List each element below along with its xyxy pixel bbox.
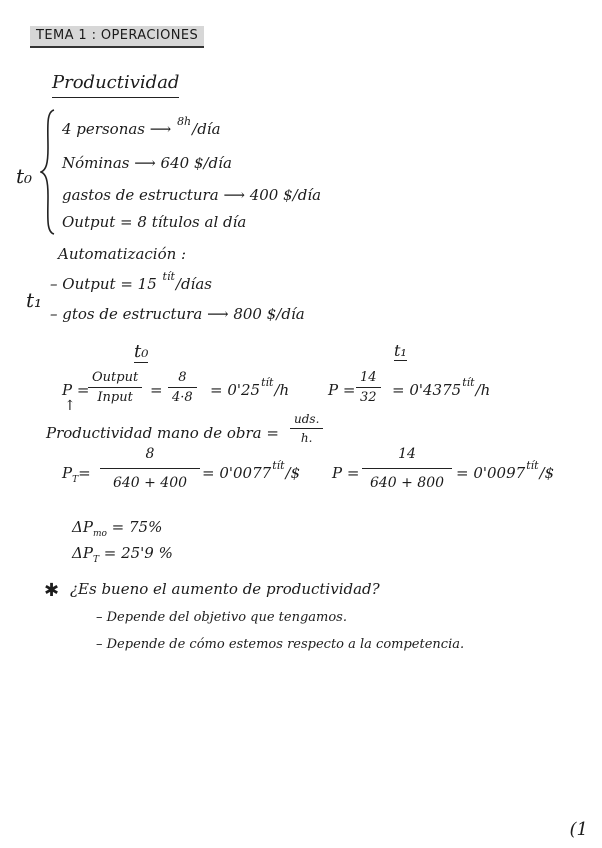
t0-label: t₀: [16, 164, 33, 188]
t1-row-text: – gtos de estructura: [50, 305, 203, 323]
equals-sign: =: [150, 381, 163, 399]
delta-subscript: T: [92, 555, 99, 565]
arrow-icon: ⟶: [134, 154, 161, 172]
t0-row-text: 4 personas: [62, 120, 145, 138]
question-bullet: – Depende del objetivo que tengamos.: [96, 610, 347, 625]
t0-denominator: 4·8: [172, 390, 193, 405]
arrow-icon: ⟶: [223, 186, 250, 204]
fraction-bar: [88, 387, 142, 388]
calc-p-label: P =: [62, 381, 90, 399]
t1-label: t₁: [26, 288, 43, 312]
delta-value: = 75%: [111, 518, 163, 536]
total-t1-fraction: [362, 446, 452, 491]
t0-row-value: 8h: [177, 115, 192, 128]
left-brace-icon: [40, 108, 60, 236]
t1-result-unit-top: tít: [462, 376, 475, 389]
formula-numerator: Output: [92, 370, 139, 385]
t0-result: = $0'25^{tít}/h$: [210, 376, 290, 399]
t0-row-text: Nóminas: [62, 154, 130, 172]
total-t1-unit: /$: [539, 464, 555, 482]
labor-fraction: [290, 412, 323, 445]
delta-total: [72, 544, 173, 565]
t0-row-value: 400 $: [249, 186, 293, 204]
equals-sign: =: [78, 464, 91, 482]
arrow-icon: ⟶: [149, 120, 177, 138]
total-t1-denominator: 640 + 800: [369, 475, 445, 491]
t1-row-value: 800 $: [233, 305, 277, 323]
t0-row-nominas: [62, 154, 232, 172]
total-t1-result-value: 0'0097: [473, 464, 526, 482]
t1-row-output: [50, 270, 212, 293]
delta-value: = 25'9 %: [103, 544, 173, 562]
t0-row-unit: /día: [292, 186, 322, 204]
t1-row-value: tít: [162, 270, 175, 283]
labor-numerator: uds.: [294, 412, 320, 426]
total-t0-fraction: [100, 446, 200, 491]
total-t0-unit-top: tít: [272, 459, 285, 472]
t0-row-unit: /día: [203, 154, 232, 172]
formula-denominator: Input: [97, 390, 133, 405]
asterisk-icon: ✱: [44, 580, 60, 601]
total-t0-denominator: 640 + 400: [112, 475, 188, 491]
fraction-bar: [100, 468, 200, 469]
t0-numerator: 8: [178, 370, 187, 385]
total-p-label: P =: [332, 464, 360, 482]
delta-subscript: mo: [92, 529, 107, 539]
question-bullet: – Depende de cómo estemos respecto a la competencia.: [96, 637, 465, 652]
total-t0-result: = $0'0077^{tít}/\$$: [202, 459, 301, 482]
page-number: (1: [569, 819, 588, 840]
t0-fraction: [168, 370, 197, 405]
t0-result-value: 0'25: [227, 381, 261, 399]
t0-result-unit: /h: [274, 381, 290, 399]
t1-row-text: – Output = 15: [50, 275, 157, 293]
t1-row-unit: /días: [175, 275, 212, 293]
total-t0-numerator: 8: [145, 446, 155, 462]
t0-result-unit-top: tít: [261, 376, 274, 389]
t0-row-unit: /día: [192, 120, 221, 138]
pt-label: [62, 464, 91, 485]
t0-row-gastos: [62, 186, 321, 204]
total-t1-result: = $0'0097^{tít}/\$$: [456, 459, 555, 482]
formula-fraction: [88, 370, 142, 405]
t1-row-unit: /día: [276, 305, 305, 323]
total-t0-result-value: 0'0077: [219, 464, 272, 482]
delta-labor: [72, 518, 163, 539]
t1-fraction: [356, 370, 381, 405]
labor-productivity-text: Productividad mano de obra =: [46, 424, 279, 442]
total-t1-numerator: 14: [398, 446, 416, 462]
fraction-bar: [356, 387, 381, 388]
t1-result-unit: /h: [475, 381, 491, 399]
automation-heading: Automatización :: [58, 245, 187, 263]
calc-t0-label: t₀: [134, 341, 149, 362]
calc-p-label-t1: P =: [328, 381, 356, 399]
fraction-bar: [168, 387, 197, 388]
pt-subscript: T: [72, 475, 79, 485]
t0-row-output: Output = 8 títulos al día: [62, 213, 247, 231]
t1-numerator: 14: [360, 370, 377, 385]
t1-row-gastos: [50, 305, 305, 323]
question-text: ¿Es bueno el aumento de productividad?: [70, 580, 380, 598]
calc-arrow-up-icon: ↑: [64, 398, 76, 414]
section-title: Productividad: [52, 72, 179, 98]
fraction-bar: [362, 468, 452, 469]
t1-result-value: 0'4375: [409, 381, 462, 399]
t0-row-personas: [62, 115, 221, 138]
calc-t1-label: t₁: [394, 341, 407, 360]
delta-symbol: ΔP: [72, 518, 93, 536]
t1-denominator: 32: [360, 390, 377, 405]
delta-symbol: ΔP: [72, 544, 93, 562]
pt-letter: P: [62, 464, 73, 482]
fraction-bar: [290, 428, 323, 429]
total-t1-unit-top: tít: [526, 459, 539, 472]
t0-row-text: gastos de estructura: [62, 186, 219, 204]
topic-header: TEMA 1 : OPERACIONES: [30, 26, 204, 48]
total-t0-unit: /$: [285, 464, 301, 482]
t0-row-value: 640 $: [160, 154, 204, 172]
arrow-icon: ⟶: [207, 305, 234, 323]
t1-result: = $0'4375^{tít}/h$: [392, 376, 491, 399]
labor-denominator: h.: [300, 431, 313, 445]
